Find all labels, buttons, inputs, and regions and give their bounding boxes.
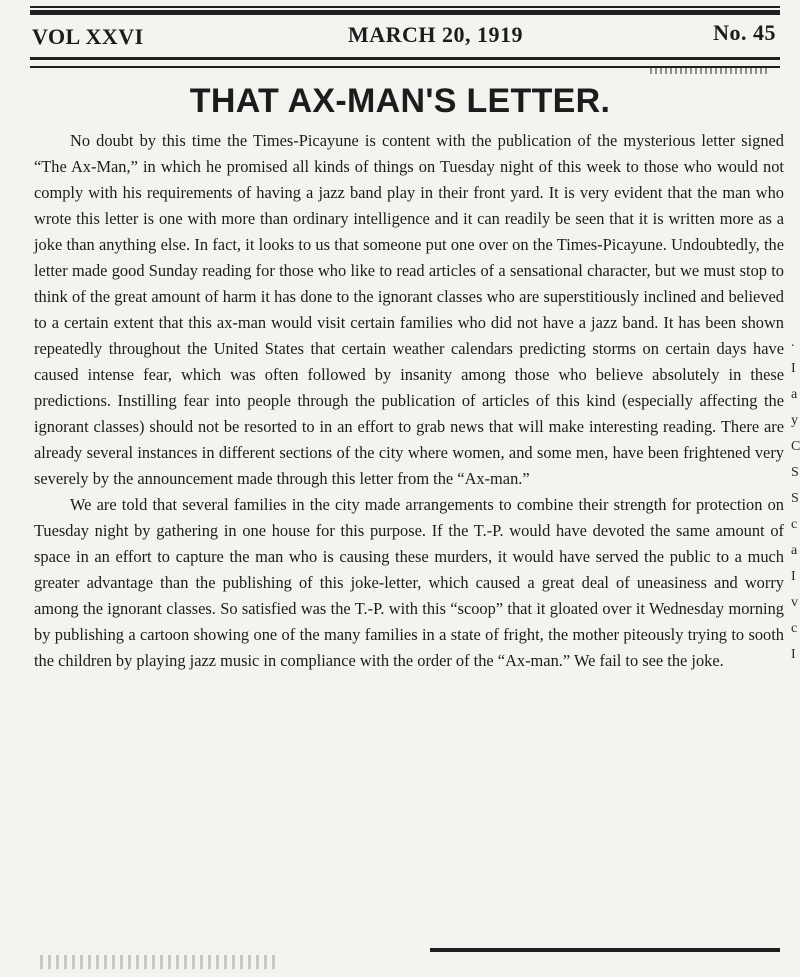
adjacent-column-fragment: . I a y C S S c a I v c I <box>791 335 800 662</box>
print-noise <box>40 955 280 969</box>
article-paragraph-1: No doubt by this time the Times-Picayune is content with the publication of the mysterious letter signed “The Ax-Man,” in which he promised all kinds of things on Tuesday night of this week to those who would not comply with his requirements of having a jazz band play in their front yard. It is very evident that the man who wrote this letter is one with more than ordinary intelligence and it can readily be seen that it is written more as a joke than anything else. In fact, it looks to us that someone put one over on the Times-Picayune. Undoubtedly, the letter made good Sunday reading for those who like to read articles of a sensational character, but we must stop to think of the great amount of harm it has done to the ignorant classes who are superstitiously inclined and believed to a certain extent that this ax-man would visit certain families who did not have a jazz band. It has been shown repeatedly throughout the United States that certain weather calendars predicting storms on certain days have caused intense fear, which was often followed by insanity among those who believe absolutely in these predictions. Instilling fear into people through the publication of articles of this kind (especially affecting the ignorant classes) should not be resorted to in an effort to grab news that will make interesting reading. There are already several instances in different sections of the city where women, and some men, have been frightened very severely by the announcement made through this letter from the “Ax-man.” <box>34 131 784 488</box>
masthead <box>30 18 780 52</box>
top-rule-thick <box>30 10 780 15</box>
article-paragraph-2: We are told that several families in the city made arrangements to combine their strength for protection on Tuesday night by gathering in one house for this purpose. If the T.-P. would have devoted the same amount of space in an effort to capture the man who is causing these murders, it would have served the public to a much greater advantage than the publishing of this joke-letter, which caused a great deal of uneasiness and worry among the ignorant classes. So satisfied was the T.-P. with this “scoop” that it gloated over it Wednesday morning by publishing a cartoon showing one of the many families in a state of fright, the mother piteously trying to sooth the children by playing jazz music in compliance with the order of the “Ax-man.” We fail to see the joke. <box>34 495 784 670</box>
top-rule-thin <box>30 6 780 8</box>
print-speckle <box>650 68 770 74</box>
article-body <box>34 128 784 674</box>
volume-label: VOL XXVI <box>32 24 144 49</box>
article-headline: THAT AX-MAN'S LETTER. <box>189 82 611 120</box>
masthead-rule-upper <box>30 57 780 60</box>
issue-date: MARCH 20, 1919 <box>348 22 524 47</box>
issue-number: No. 45 <box>713 20 776 45</box>
bottom-rule <box>430 948 780 952</box>
